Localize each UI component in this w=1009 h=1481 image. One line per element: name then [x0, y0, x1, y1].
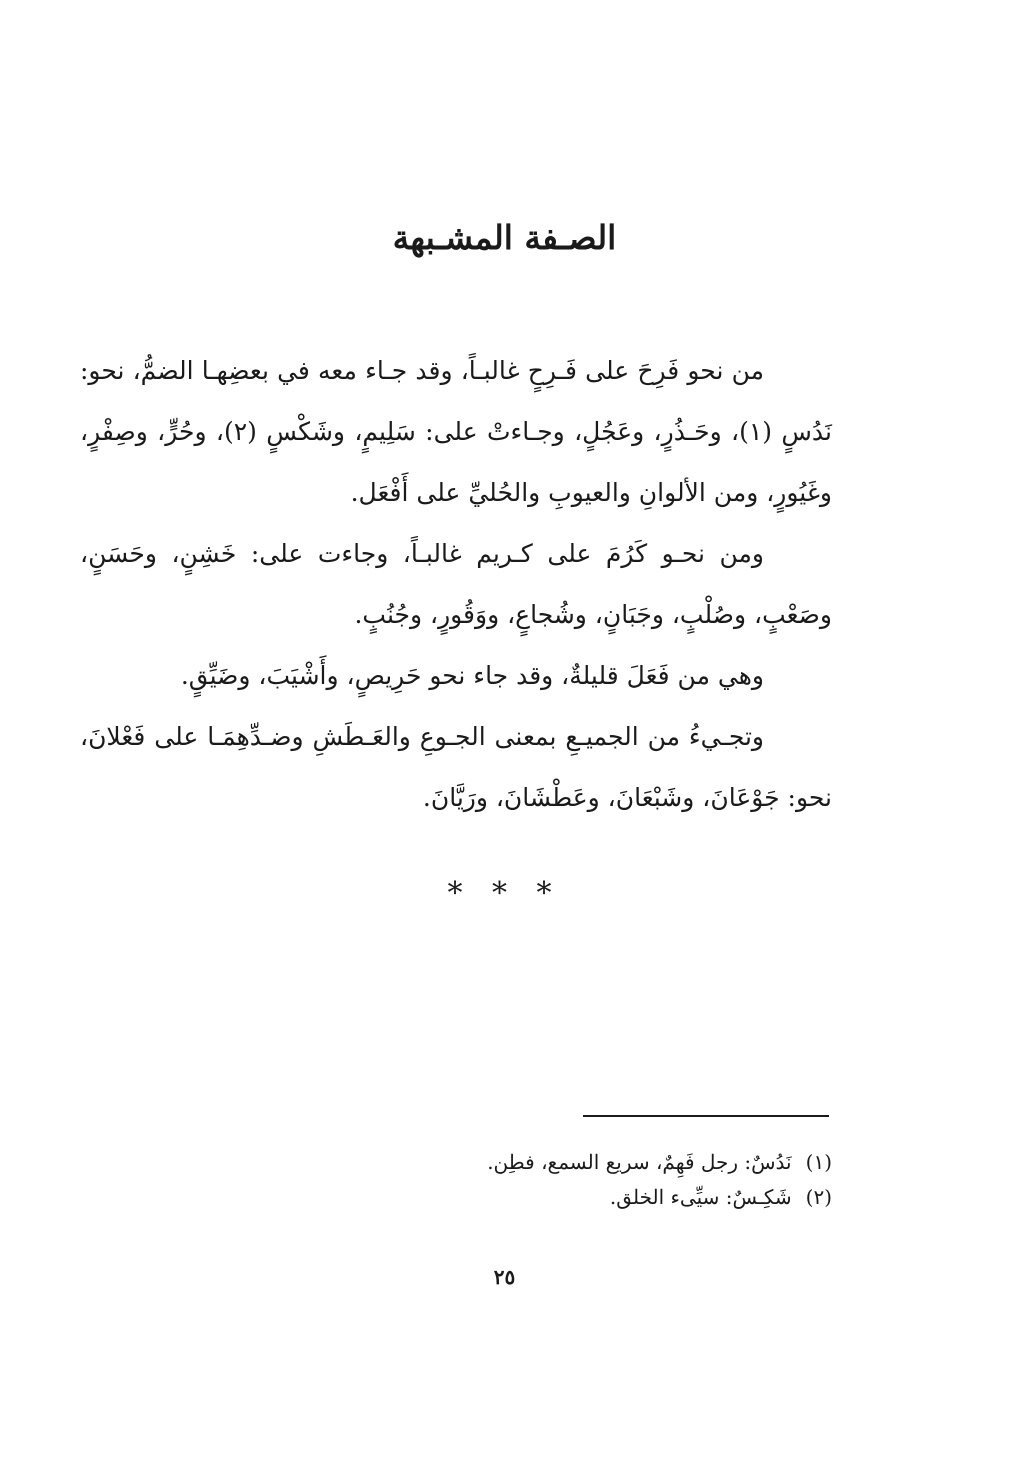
page-number: ٢٥: [493, 1265, 516, 1289]
footnote-2: [200, 1180, 832, 1215]
paragraph-3: وهي من فَعَلَ قليلةٌ، وقد جاء نحو حَرِيصٍ، وأَشْيَبَ، وضَيِّقٍ.: [180, 661, 764, 690]
section-separator: * * *: [447, 876, 562, 911]
footnote-1: [200, 1145, 832, 1180]
footnote-number: (١): [805, 1150, 832, 1174]
paragraph-2: ومن نحـو كَرُمَ على كـريم غالبـاً، وجاءت على: خَشِنٍ، وحَسَنٍ، وصَعْبٍ، وصُلْبٍ، وجَبَانٍ، وشُجاعٍ، ووَقُورٍ، وجُنُبٍ.: [80, 539, 832, 629]
footnote-text: شَكِـسٌ: سيِّىء الخلق.: [609, 1185, 792, 1209]
footnote-number: (٢): [805, 1185, 832, 1209]
footnotes: [200, 1145, 832, 1215]
chapter-title: الصـفة المشـبهة: [392, 218, 617, 257]
footnote-divider: [583, 1115, 829, 1117]
paragraph-4: وتجـيءُ من الجميـعِ بمعنى الجـوعِ والعَـطَشِ وضـدِّهِمَـا على فَعْلانَ، نحو: جَوْعَانَ، وشَبْعَانَ، وعَطْشَانَ، ورَيَّانَ.: [80, 722, 832, 812]
body-text: [80, 340, 832, 828]
paragraph-1: من نحو فَرِحَ على فَـرِحٍ غالبـاً، وقد جـاء معه في بعضِهـا الضمُّ، نحو: نَدُسٍ (١)، وحَـذُرٍ، وعَجُلٍ، وجـاءتْ على: سَلِيمٍ، وشَكْسٍ (٢)، وحُرٍّ، وصِفْرٍ، وغَيُورٍ، ومن الألوانِ والعيوبِ والحُليِّ على أَفْعَل.: [80, 356, 832, 507]
footnote-text: نَدُسٌ: رجل فَهِمٌ، سريع السمع، فطِن.: [487, 1150, 792, 1174]
